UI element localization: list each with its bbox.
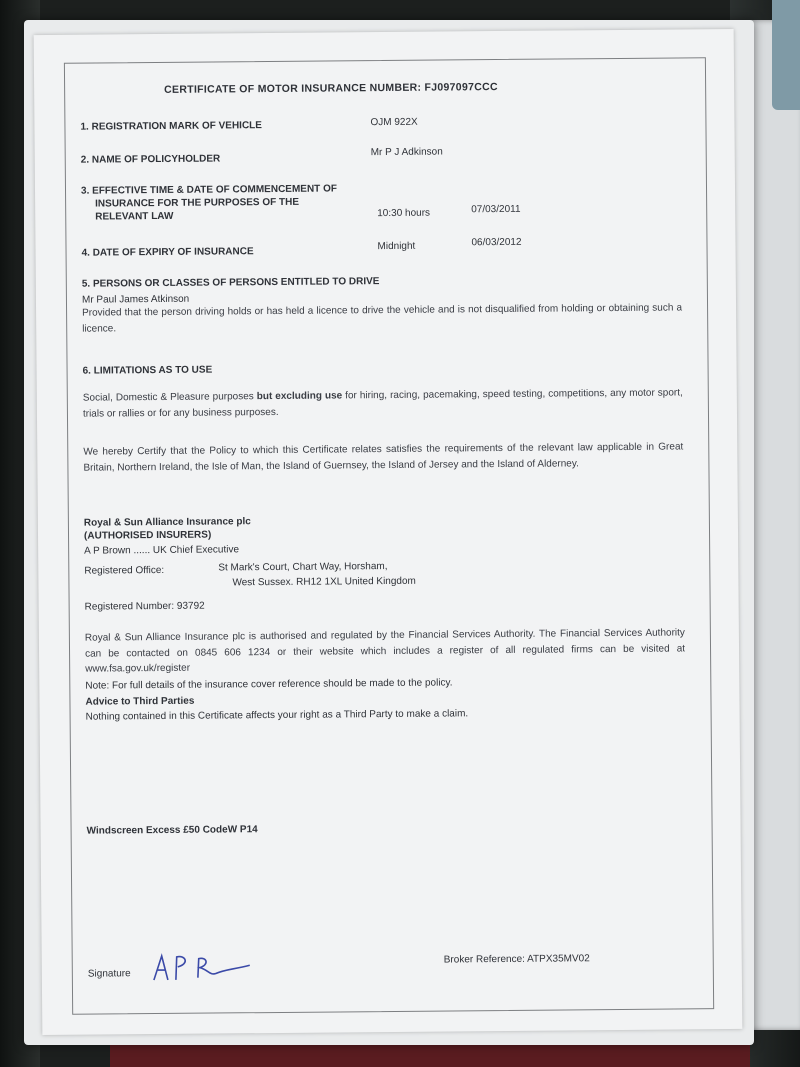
policyholder-label: 2. NAME OF POLICYHOLDER	[80, 153, 221, 166]
broker-reference: Broker Reference: ATPX35MV02	[443, 953, 590, 966]
policy-note: Note: For full details of the insurance cover reference should be made to the policy.	[85, 677, 453, 692]
third-party-text: Nothing contained in this Certificate affects your right as a Third Party to make a claim.	[85, 708, 469, 723]
persons-name: Mr Paul James Atkinson	[81, 293, 190, 306]
signature-label: Signature	[87, 968, 131, 980]
limitations-text-end: for hiring, racing, pacemaking, speed testing, competitions, any motor sport, trials or rallies or for any business purposes.	[82, 387, 683, 420]
registered-office-label: Registered Office:	[84, 564, 165, 577]
limitations-text-bold: but excluding use	[256, 390, 343, 403]
effective-label-line3: RELEVANT LAW	[95, 210, 174, 223]
fsa-text: Royal & Sun Alliance Insurance plc is authorised and regulated by the Financial Services Authority. The Financial Services Authority can be contacted on 0845 606 1234 or their website which includes a register of all regulated firms can be visited at www.fsa.gov.uk/register	[84, 627, 686, 675]
effective-time: 10:30 hours	[377, 207, 431, 220]
registered-office-line1: St Mark's Court, Chart Way, Horsham,	[218, 561, 388, 574]
windscreen-excess: Windscreen Excess £50 CodeW P14	[86, 824, 258, 837]
limitations-text	[83, 385, 683, 421]
certify-text: We hereby Certify that the Policy to which this Certificate relates satisfies the requirements of the relevant law applicable in Great Britain, Northern Ireland, the Isle of Man, the Island of Guernsey, the Island of Jersey and the Island of Alderney.	[83, 441, 684, 474]
persons-heading: 5. PERSONS OR CLASSES OF PERSONS ENTITLED TO DRIVE	[81, 276, 380, 290]
insurer-authorised: (AUTHORISED INSURERS)	[83, 529, 212, 542]
limitations-text-start: Social, Domestic & Pleasure purposes	[82, 391, 257, 404]
certificate-page	[34, 29, 743, 1035]
third-party-heading: Advice to Third Parties	[85, 695, 195, 708]
insurer-executive: A P Brown ...... UK Chief Executive	[84, 544, 240, 557]
registered-office-line2: West Sussex. RH12 1XL United Kingdom	[232, 575, 416, 589]
policyholder-value: Mr P J Adkinson	[370, 146, 443, 159]
registration-label: 1. REGISTRATION MARK OF VEHICLE	[80, 120, 262, 133]
effective-label-line2: INSURANCE FOR THE PURPOSES OF THE	[95, 196, 300, 210]
signature-scribble	[150, 949, 260, 986]
certificate-title: CERTIFICATE OF MOTOR INSURANCE NUMBER: FJ097097CCC	[164, 81, 498, 96]
persons-text: Provided that the person driving holds or has held a licence to drive the vehicle and is not disqualified from holding or obtaining such a licence.	[82, 302, 683, 335]
effective-date: 07/03/2011	[471, 203, 521, 216]
registration-value: OJM 922X	[370, 116, 418, 129]
registered-number: Registered Number: 93792	[84, 600, 205, 613]
expiry-time: Midnight	[377, 240, 416, 253]
effective-label-line1: 3. EFFECTIVE TIME & DATE OF COMMENCEMENT OF	[80, 183, 337, 197]
expiry-label: 4. DATE OF EXPIRY OF INSURANCE	[81, 246, 254, 259]
expiry-date: 06/03/2012	[471, 236, 522, 249]
insurer-name: Royal & Sun Alliance Insurance plc	[83, 516, 251, 529]
limitations-heading: 6. LIMITATIONS AS TO USE	[82, 364, 213, 377]
binder-tab	[772, 0, 800, 110]
